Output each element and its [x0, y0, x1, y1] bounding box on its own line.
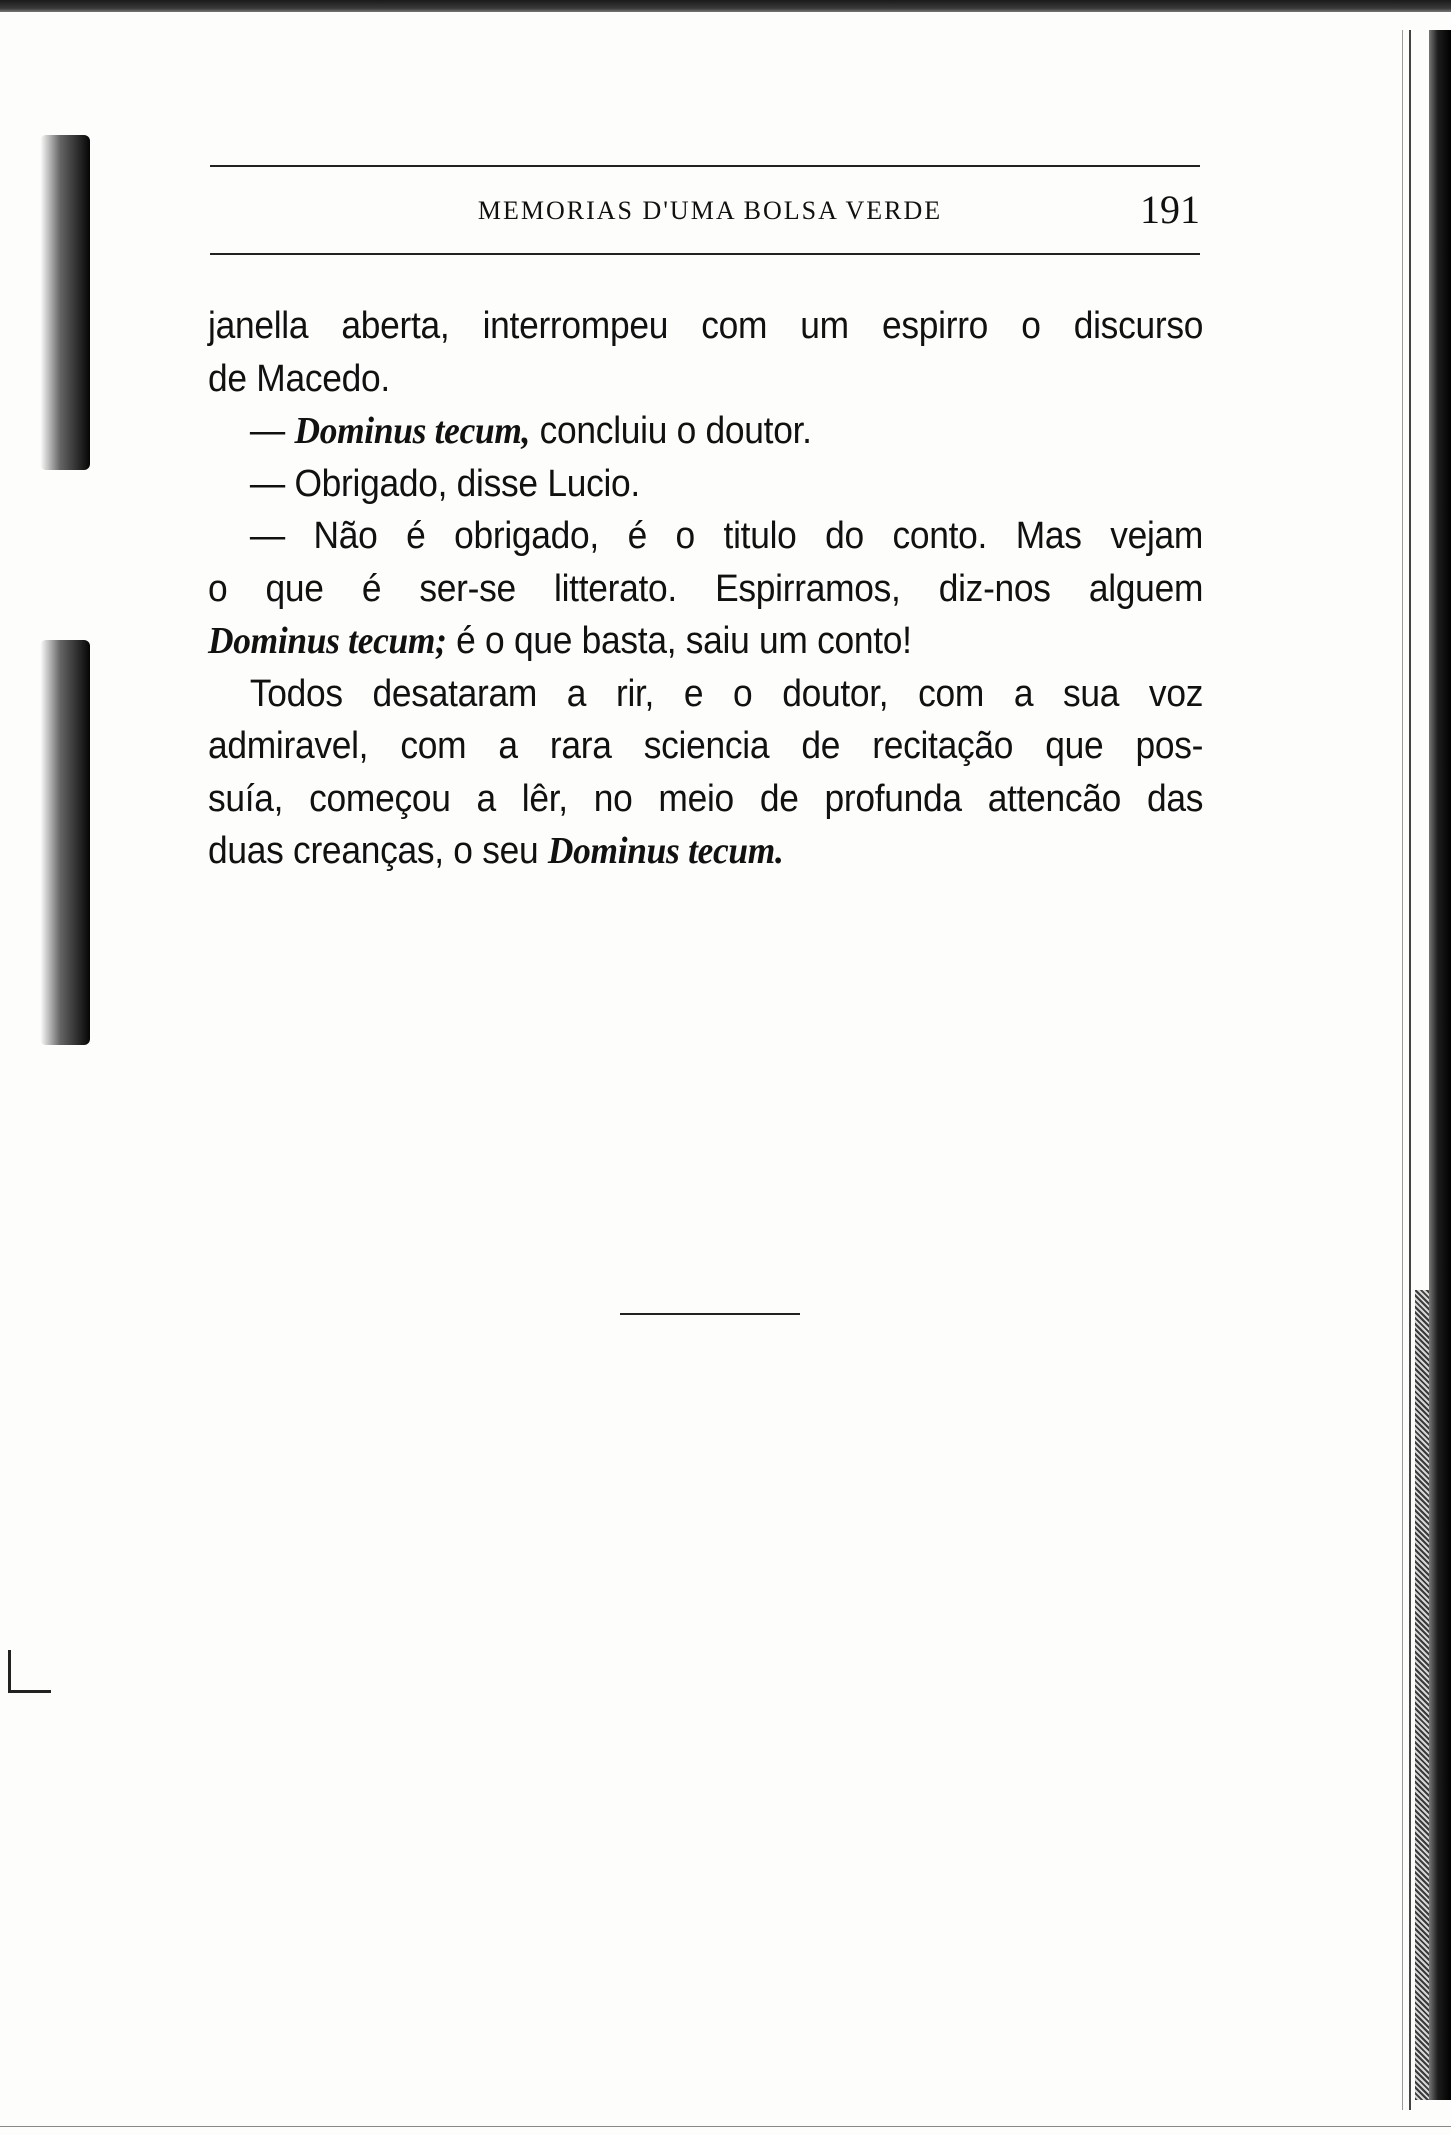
- scan-binding-edge: [1429, 30, 1451, 2100]
- scan-left-mark: [40, 135, 90, 470]
- scan-left-mark: [40, 640, 90, 1045]
- dialogue-dash: —: [249, 410, 295, 452]
- text-line: [208, 405, 1203, 458]
- italic-phrase: Dominus tecum;: [208, 620, 447, 662]
- text-span: é o que basta, saiu um conto!: [446, 620, 912, 662]
- text-line: Todos desataram a rir, e o doutor, com a sua voz: [249, 672, 1204, 715]
- header-rule-bottom: [210, 253, 1200, 255]
- text-line: de Macedo.: [208, 357, 390, 400]
- italic-phrase: Dominus tecum,: [294, 410, 531, 452]
- text-span: concluiu o doutor.: [530, 410, 812, 452]
- text-line: o que é ser-se litterato. Espirramos, diz-nos alguem: [208, 567, 1204, 610]
- scan-top-border: [0, 0, 1451, 12]
- page-number: 191: [1140, 187, 1200, 232]
- text-line: janella aberta, interrompeu com um espirro o discurso: [208, 305, 1204, 347]
- text-line: admiravel, com a rara sciencia de recitação que pos-: [208, 725, 1204, 767]
- scan-bottom-edge: [0, 2126, 1451, 2127]
- text-line: [208, 615, 1203, 668]
- text-span: duas creanças, o seu: [208, 830, 548, 872]
- text-line: — Não é obrigado, é o titulo do conto. Mas vejam: [249, 515, 1204, 557]
- scan-left-corner-mark: [8, 1650, 51, 1693]
- scan-edge-line: [1402, 30, 1403, 2110]
- text-line: [208, 825, 1203, 878]
- scan-page-edge-texture: [1415, 1290, 1429, 2100]
- text-line: — Obrigado, disse Lucio.: [249, 462, 640, 505]
- body-text: [208, 300, 1203, 878]
- italic-phrase: Dominus tecum.: [547, 830, 784, 872]
- text-line: suía, começou a lêr, no meio de profunda attencão das: [208, 777, 1204, 820]
- scan-edge-line: [1409, 30, 1411, 2110]
- end-of-chapter-rule: [620, 1313, 800, 1315]
- running-title: MEMORIAS D'UMA BOLSA VERDE: [477, 196, 943, 225]
- header-rule-top: [210, 165, 1200, 167]
